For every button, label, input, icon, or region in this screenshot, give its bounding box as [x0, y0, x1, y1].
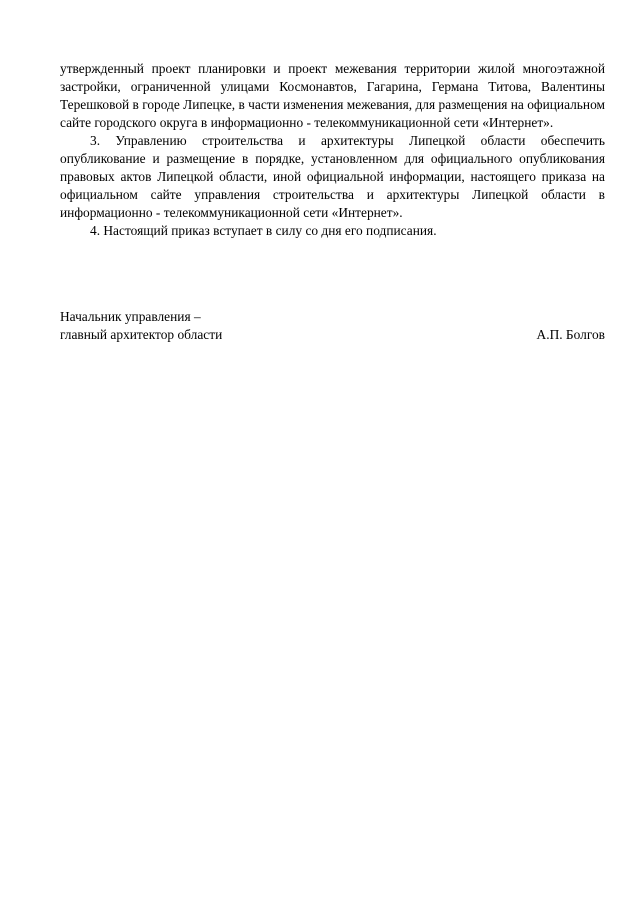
signatory-position-line-1: Начальник управления – [60, 309, 201, 324]
signatory-position-line-2: главный архитектор области [60, 327, 223, 342]
signature-line-2 [60, 326, 605, 344]
paragraph-item-3: 3. Управлению строительства и архитектуры Липецкой области обеспечить опубликование и размещение в порядке, установленном для официального опубликования правовых актов Липецкой области, иной официальной информации, настоящего приказа на официальном сайте управления строительства и архитектуры Липецкой области в информационно - телекоммуникационной сети «Интернет». [60, 133, 605, 220]
signatory-name: А.П. Болгов [536, 327, 605, 342]
signature-line-1 [60, 308, 605, 326]
paragraph-continued: утвержденный проект планировки и проект межевания территории жилой многоэтажной застройки, ограниченной улицами Космонавтов, Гагарина, Германа Титова, Валентины Терешковой в городе Липецке, в части изменения межевания, для размещения на официальном сайте городского округа в информационно - телекоммуникационной сети «Интернет». [60, 61, 605, 130]
paragraph-item-4: 4. Настоящий приказ вступает в силу со дня его подписания. [90, 223, 437, 238]
signature-block [60, 308, 605, 344]
document-body [60, 60, 605, 240]
